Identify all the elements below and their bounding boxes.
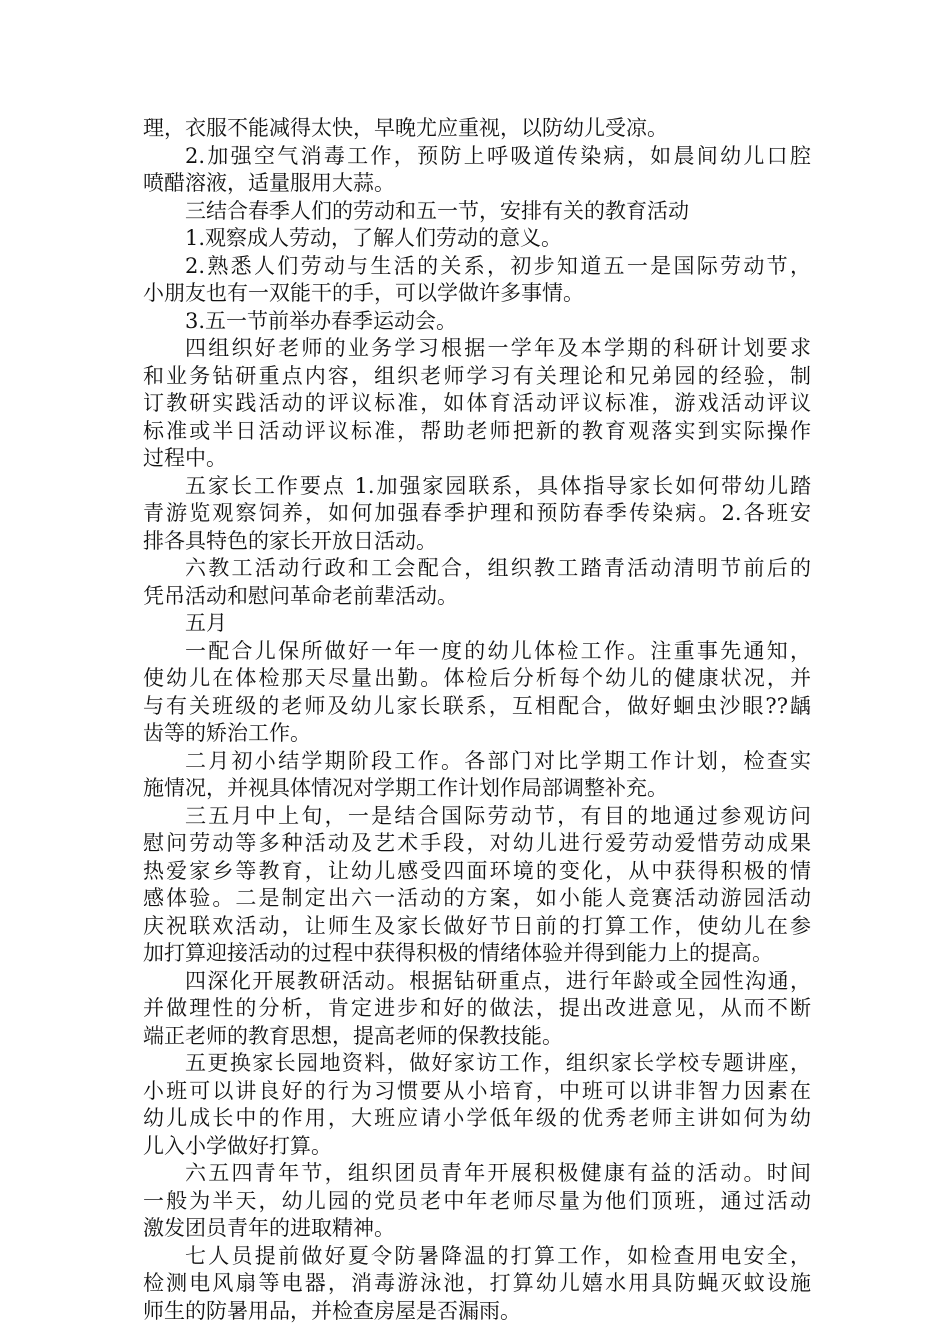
text-line: 一般为半天，幼儿园的党员老中年老师尽量为他们顶班，通过活动 [143, 1188, 811, 1213]
text-line: 理，衣服不能减得太快，早晚尤应重视，以防幼儿受凉。 [143, 116, 668, 140]
text-line: 小朋友也有一双能干的手，可以学做许多事情。 [143, 281, 584, 305]
text-line: 二月初小结学期阶段工作。各部门对比学期工作计划，检查实 [185, 748, 811, 773]
text-line: 师生的防暑用品，并检查房屋是否漏雨。 [143, 1298, 521, 1323]
text-line: 3.五一节前举办春季运动会。 [185, 308, 458, 333]
text-line: 过程中。 [143, 446, 227, 470]
text-line: 幼儿成长中的作用，大班应请小学低年级的优秀老师主讲如何为幼 [143, 1106, 811, 1130]
text-line: 使幼儿在体检那天尽量出勤。体检后分析每个幼儿的健康状况，并 [143, 666, 811, 690]
text-line: 喷醋溶液，适量服用大蒜。 [143, 171, 395, 195]
text-line: 和业务钻研重点内容，组织老师学习有关理论和兄弟园的经验，制 [143, 363, 811, 388]
text-line: 五家长工作要点 1.加强家园联系，具体指导家长如何带幼儿踏 [185, 473, 811, 498]
text-line: 庆祝联欢活动，让师生及家长做好节日前的打算工作，使幼儿在参 [143, 913, 811, 938]
text-line: 青游览观察饲养，如何加强春季护理和预防春季传染病。2.各班安 [143, 501, 811, 525]
text-line: 四深化开展教研活动。根据钻研重点，进行年龄或全园性沟通， [185, 968, 811, 993]
text-line: 儿入小学做好打算。 [143, 1133, 332, 1158]
text-line: 加打算迎接活动的过程中获得积极的情绪体验并得到能力上的提高。 [143, 941, 773, 965]
text-line: 五月 [185, 611, 227, 635]
text-line: 1.观察成人劳动，了解人们劳动的意义。 [185, 226, 563, 250]
text-line: 感体验。二是制定出六一活动的方案，如小能人竞赛活动游园活动 [143, 886, 811, 910]
text-line: 六五四青年节，组织团员青年开展积极健康有益的活动。时间 [185, 1161, 811, 1185]
text-line: 与有关班级的老师及幼儿家长联系，互相配合，做好蛔虫沙眼??龋 [143, 693, 811, 718]
text-line: 检测电风扇等电器，消毒游泳池，打算幼儿嬉水用具防蝇灭蚊设施 [143, 1271, 811, 1295]
text-line: 小班可以讲良好的行为习惯要从小培育，中班可以讲非智力因素在 [143, 1078, 811, 1103]
text-line: 2.熟悉人们劳动与生活的关系，初步知道五一是国际劳动节， [185, 253, 811, 278]
text-line: 五更换家长园地资料，做好家访工作，组织家长学校专题讲座， [185, 1051, 811, 1075]
text-line: 并做理性的分析，肯定进步和好的做法，提出改进意见，从而不断 [143, 996, 811, 1020]
text-line: 端正老师的教育思想，提高老师的保教技能。 [143, 1023, 563, 1048]
text-line: 四组织好老师的业务学习根据一学年及本学期的科研计划要求 [185, 336, 811, 360]
text-line: 一配合儿保所做好一年一度的幼儿体检工作。注重事先通知， [185, 638, 811, 663]
text-line: 三五月中上旬，一是结合国际劳动节，有目的地通过参观访问 [185, 803, 811, 828]
text-line: 施情况，并视具体情况对学期工作计划作局部调整补充。 [143, 776, 668, 800]
text-line: 激发团员青年的进取精神。 [143, 1216, 395, 1240]
text-line: 六教工活动行政和工会配合，组织教工踏青活动清明节前后的 [185, 556, 811, 580]
text-line: 凭吊活动和慰问革命老前辈活动。 [143, 583, 458, 608]
text-line: 2.加强空气消毒工作，预防上呼吸道传染病，如晨间幼儿口腔 [185, 143, 811, 168]
text-line: 订教研实践活动的评议标准，如体育活动评议标准，游戏活动评议 [143, 391, 811, 415]
text-line: 七人员提前做好夏令防暑降温的打算工作，如检查用电安全， [185, 1243, 811, 1268]
text-line: 标准或半日活动评议标准，帮助老师把新的教育观落实到实际操作 [143, 418, 811, 443]
text-line: 齿等的矫治工作。 [143, 721, 311, 745]
document-page [143, 115, 811, 1325]
text-line: 慰问劳动等多种活动及艺术手段，对幼儿进行爱劳动爱惜劳动成果 [143, 831, 811, 855]
text-line: 热爱家乡等教育，让幼儿感受四面环境的变化，从中获得积极的情 [143, 858, 811, 883]
text-line: 三结合春季人们的劳动和五一节，安排有关的教育活动 [185, 198, 689, 223]
text-line: 排各具特色的家长开放日活动。 [143, 528, 437, 553]
